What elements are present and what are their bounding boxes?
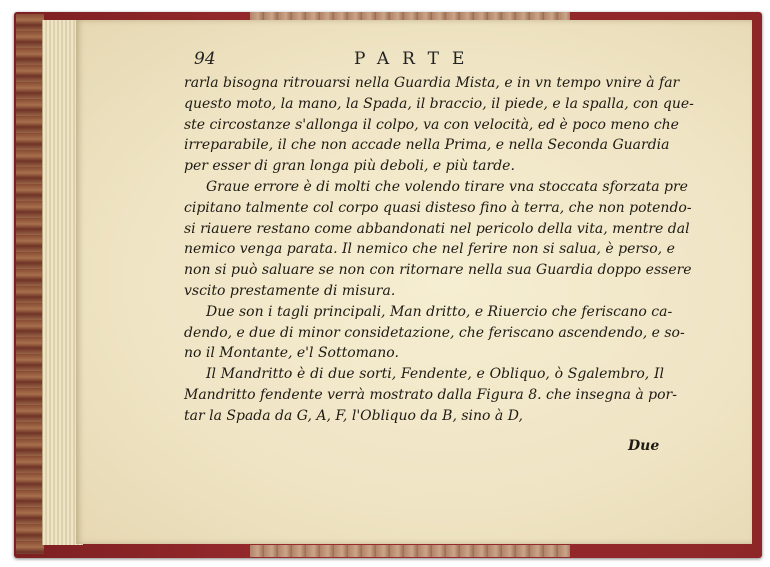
text-line: no il Montante, e'l Sottomano. <box>184 345 399 362</box>
text-line: nemico venga parata. Il nemico che nel ferire non si salua, è perso, e <box>184 241 675 258</box>
text-line: Graue errore è di molti che volendo tirare vna stoccata sforzata pre <box>206 178 688 195</box>
page-header <box>194 49 674 71</box>
marbled-bottom-edge <box>250 545 570 557</box>
text-line: tar la Spada da G, A, F, l'Obliquo da B, sino à D, <box>184 407 523 424</box>
catchword: Due <box>628 438 660 454</box>
text-line: Due son i tagli principali, Man dritto, e Riuercio che feriscano ca- <box>206 303 673 320</box>
text-line: questo moto, la mano, la Spada, il braccio, il piede, e la spalla, con que- <box>184 95 694 112</box>
running-head: PARTE <box>354 49 478 69</box>
marbled-edge <box>16 14 44 554</box>
text-line: dendo, e due di minor considetazione, che feriscano ascendendo, e so- <box>184 324 685 341</box>
text-line: Mandritto fendente verrà mostrato dalla Figura 8. che insegna à por- <box>184 386 677 403</box>
text-line: si riauere restano come abbandonati nel pericolo della vita, mentre dal <box>184 220 690 237</box>
text-line: irreparabile, il che non accade nella Prima, e nella Seconda Guardia <box>184 137 670 154</box>
text-line: Il Mandritto è di due sorti, Fendente, e Obliquo, ò Sgalembro, Il <box>206 366 664 383</box>
text-line: non si può saluare se non con ritornare nella sua Guardia doppo essere <box>184 262 692 279</box>
text-line: cipitano talmente col corpo quasi disteso fino à terra, che non potendo- <box>184 199 692 216</box>
text-line: vscito prestamente di misura. <box>184 282 396 299</box>
text-line: ste circostanze s'allonga il colpo, va con velocità, ed è poco meno che <box>184 116 679 133</box>
page-number: 94 <box>194 49 216 69</box>
text-line: rarla bisogna ritrouarsi nella Guardia Mista, e in vn tempo vnire à far <box>184 75 680 91</box>
body-text <box>184 73 694 427</box>
text-line: per esser di gran longa più deboli, e più tarde. <box>184 158 515 175</box>
